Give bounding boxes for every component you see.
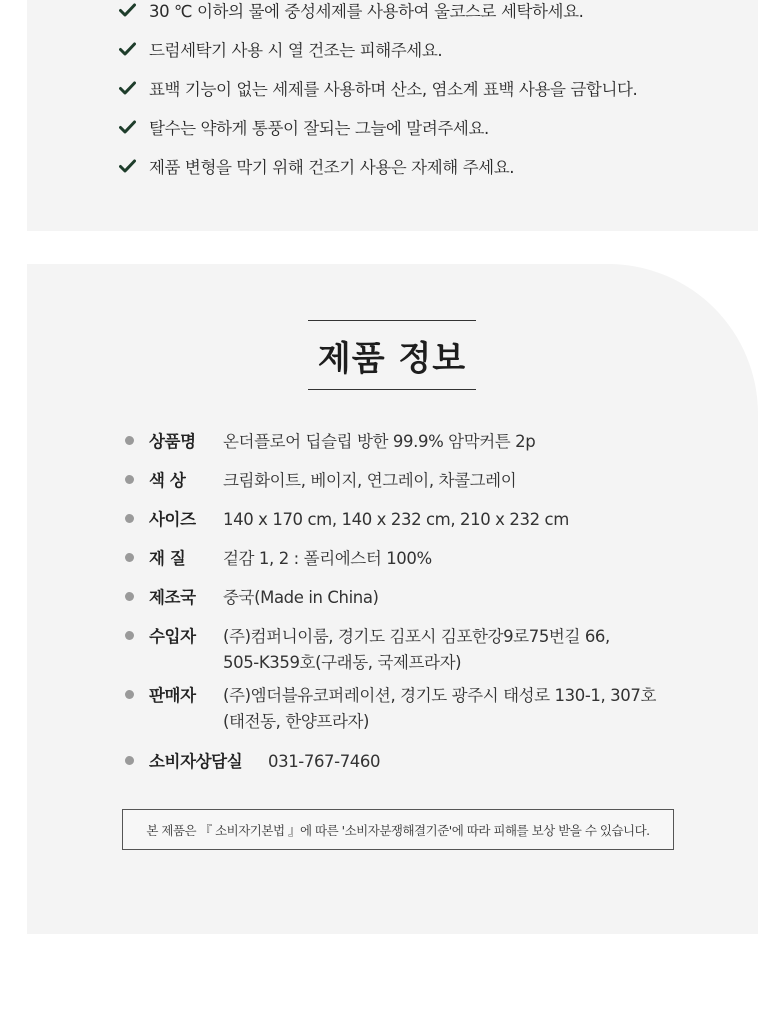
bullet-icon — [125, 553, 134, 562]
bullet-icon — [125, 690, 134, 699]
care-item-text: 표백 기능이 없는 세제를 사용하며 산소, 염소계 표백 사용을 금합니다. — [149, 80, 638, 99]
care-item-text: 탈수는 약하게 통풍이 잘되는 그늘에 말려주세요. — [149, 119, 489, 138]
spec-value: 온더플로어 딥슬립 방한 99.9% 암막커튼 2p — [223, 432, 536, 451]
care-item-text: 30 ℃ 이하의 물에 중성세제를 사용하여 울코스로 세탁하세요. — [149, 2, 584, 21]
consumer-notice-text: 본 제품은 『 소비자기본법 』에 따른 '소비자분쟁해결기준'에 따라 피해를 보상 받을 수 있습니다. — [146, 822, 650, 838]
care-instructions-panel — [27, 0, 758, 231]
product-info-panel — [27, 264, 758, 934]
spec-value: 중국(Made in China) — [223, 588, 379, 607]
care-item — [119, 115, 489, 139]
check-icon — [119, 81, 136, 95]
section-title: 제품 정보 — [317, 338, 467, 379]
check-icon — [119, 42, 136, 56]
spec-label: 수입자 — [149, 627, 196, 646]
bullet-icon — [125, 436, 134, 445]
care-item-text: 제품 변형을 막기 위해 건조기 사용은 자제해 주세요. — [149, 158, 515, 177]
spec-label: 제조국 — [149, 588, 196, 607]
care-item — [119, 0, 583, 22]
check-icon — [119, 120, 136, 134]
care-item — [119, 37, 442, 61]
spec-label: 소비자상담실 — [149, 752, 243, 771]
spec-value-line2: (태전동, 한양프라자) — [223, 712, 370, 731]
bullet-icon — [125, 475, 134, 484]
spec-value: 140 x 170 cm, 140 x 232 cm, 210 x 232 cm — [223, 510, 569, 529]
consumer-notice-box — [122, 809, 674, 850]
care-item — [119, 76, 637, 100]
bullet-icon — [125, 514, 134, 523]
spec-value: 031-767-7460 — [268, 752, 381, 771]
spec-label: 재 질 — [149, 549, 186, 568]
care-item — [119, 154, 514, 178]
check-icon — [119, 3, 136, 17]
care-item-text: 드럼세탁기 사용 시 열 건조는 피해주세요. — [149, 41, 443, 60]
spec-label: 색 상 — [149, 471, 186, 490]
spec-label: 상품명 — [149, 432, 196, 451]
spec-value: (주)엠더블유코퍼레이션, 경기도 광주시 태성로 130-1, 307호 — [223, 686, 657, 705]
bullet-icon — [125, 592, 134, 601]
bullet-icon — [125, 631, 134, 640]
spec-value: 크림화이트, 베이지, 연그레이, 차콜그레이 — [223, 471, 517, 490]
spec-label: 판매자 — [149, 686, 196, 705]
title-frame — [308, 320, 476, 390]
spec-label: 사이즈 — [149, 510, 196, 529]
spec-value-line2: 505-K359호(구래동, 국제프라자) — [223, 653, 462, 672]
bullet-icon — [125, 756, 134, 765]
spec-value: (주)컴퍼니이룸, 경기도 김포시 김포한강9로75번길 66, — [223, 627, 610, 646]
spec-value: 겉감 1, 2 : 폴리에스터 100% — [223, 549, 432, 568]
check-icon — [119, 159, 136, 173]
